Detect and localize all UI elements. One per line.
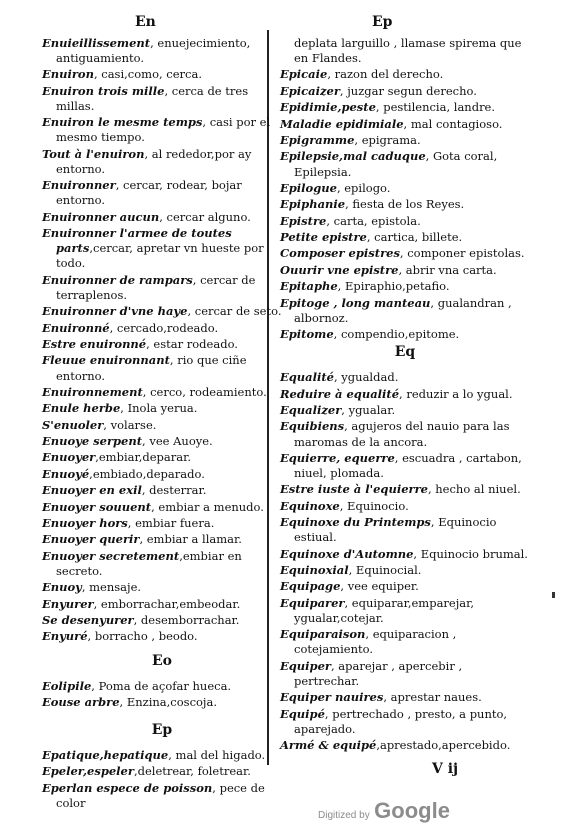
dictionary-entry (280, 579, 530, 594)
dictionary-entry (280, 117, 530, 132)
dictionary-entry (280, 181, 530, 196)
dictionary-entry (42, 401, 282, 416)
right-column (280, 36, 530, 755)
definition: , Epiraphio,petafio. (337, 279, 450, 294)
definition: , cercar, rodear, bojar entorno. (56, 178, 242, 208)
dictionary-entry (42, 353, 282, 383)
definition: , cercar alguno. (159, 209, 251, 224)
headword: Enuoye serpent (42, 434, 143, 449)
dictionary-entry (42, 115, 282, 145)
definition: ,cercar, apretar vn hueste por todo. (56, 241, 264, 271)
dictionary-entry (42, 385, 282, 400)
dictionary-entry (280, 84, 530, 99)
definition: ,embiar en secreto. (56, 548, 242, 578)
headword: Enuironner (42, 178, 116, 193)
headword: Maladie epidimiale (280, 116, 404, 131)
dictionary-entry (280, 499, 530, 514)
dictionary-entry (42, 613, 282, 628)
definition: , reduzir a lo ygual. (399, 386, 513, 401)
headword: Armé & equipé (280, 738, 377, 753)
headword: Enuironner l'armee de toutes parts (42, 226, 232, 256)
headword: Enuironner d'vne haye (42, 304, 188, 319)
definition: , casi,como, cerca. (93, 67, 202, 82)
headword: Enyurer (42, 596, 94, 611)
dictionary-entry (280, 370, 530, 385)
headword: Equiparaison (280, 627, 366, 642)
dictionary-entry (280, 263, 530, 278)
definition: , escuadra , cartabon, niuel, plomada. (294, 450, 522, 480)
headword: Se desenyurer (42, 613, 134, 628)
definition: , razon del derecho. (327, 67, 444, 82)
definition: , pece de color (56, 780, 265, 810)
section-heading-eo: Eo (151, 652, 172, 669)
dictionary-entry (280, 296, 530, 326)
dictionary-entry (42, 36, 282, 66)
headword: Composer epistres (280, 246, 400, 261)
dictionary-entry (280, 451, 530, 481)
dictionary-entry (280, 738, 530, 753)
headword: Enuieillissement (42, 36, 151, 50)
headword: Enuiron le mesme temps (42, 115, 203, 130)
dictionary-entry (42, 580, 282, 595)
dictionary-entry (280, 515, 530, 545)
definition: , abrir vna carta. (398, 262, 497, 277)
watermark-small: Digitized by (318, 810, 370, 821)
headword: Enuironnement (42, 384, 143, 399)
definition: , cercado,rodeado. (109, 320, 219, 335)
dictionary-entry (42, 450, 282, 465)
right-ep-entries (280, 67, 530, 342)
ep-left-entries (42, 748, 282, 811)
headword: Epitaphe (280, 279, 338, 294)
definition: , casi por el mesmo tiempo. (56, 115, 271, 145)
headword: Equiparer (280, 595, 345, 610)
headword: Epiphanie (280, 197, 346, 212)
dictionary-entry (280, 246, 530, 261)
dictionary-entry (42, 597, 282, 612)
headword: Epidimie,peste (280, 100, 376, 115)
headword: Equinoxial (280, 563, 349, 578)
dictionary-entry (42, 273, 282, 303)
definition: , cercar de terraplenos. (56, 272, 256, 302)
running-head-left: En (135, 14, 156, 30)
definition: , rio que ciñe entorno. (56, 353, 247, 383)
definition: , epigrama. (354, 133, 421, 148)
headword: Eperlan espece de poisson (42, 780, 213, 795)
dictionary-entry (280, 690, 530, 705)
definition: , desemborrachar. (133, 613, 240, 628)
definition: , borracho , beodo. (87, 629, 198, 644)
definition: , Inola yerua. (120, 401, 198, 416)
headword: Tout à l'enuiron (42, 146, 145, 161)
headword: Estre iuste à l'equierre (280, 482, 428, 497)
definition: , mensaje. (81, 580, 142, 595)
dictionary-entry (42, 67, 282, 82)
dictionary-entry (280, 387, 530, 402)
headword: Enuironner aucun (42, 209, 160, 224)
definition: , embiar fuera. (127, 516, 215, 531)
definition: , cartica, billete. (366, 230, 463, 245)
headword: S'enuoler (42, 417, 104, 432)
dictionary-entry (42, 516, 282, 531)
dictionary-entry (42, 418, 282, 433)
definition: ,aprestado,apercebido. (376, 738, 511, 753)
definition: , hecho al niuel. (427, 482, 521, 497)
definition: ,embiar,deparar. (95, 450, 191, 465)
dictionary-entry (42, 178, 282, 208)
watermark-logo: Google (374, 798, 450, 823)
definition: , enuejecimiento, antiguamiento. (56, 36, 251, 66)
definition: , mal contagioso. (403, 116, 503, 131)
headword: Equiper nauires (280, 690, 384, 705)
definition: , Gota coral, Epilepsia. (294, 149, 498, 179)
running-head-right: Ep (372, 14, 393, 30)
definition: , estar rodeado. (146, 337, 238, 352)
definition: , fiesta de los Reyes. (345, 197, 465, 212)
eo-entries (42, 679, 282, 710)
definition: , Equinocial. (348, 563, 422, 578)
watermark (318, 798, 450, 824)
definition: , aparejar , apercebir , pertrechar. (294, 658, 463, 688)
dictionary-entry (280, 707, 530, 737)
dictionary-entry (280, 133, 530, 148)
dictionary-entry (42, 226, 282, 271)
dictionary-entry (280, 627, 530, 657)
headword: Reduire à equalité (280, 386, 400, 401)
headword: Equiper (280, 658, 331, 673)
definition: , volarse. (103, 417, 157, 432)
dictionary-entry (280, 100, 530, 115)
headword: Equinoxe (280, 498, 340, 513)
headword: Eolipile (42, 678, 92, 693)
headword: Enuoy (42, 580, 82, 595)
dictionary-entry (280, 149, 530, 179)
headword: Equipage (280, 579, 341, 594)
dictionary-entry (42, 304, 282, 319)
headword: Epicaizer (280, 83, 340, 98)
dictionary-entry (280, 659, 530, 689)
dictionary-entry (42, 679, 282, 694)
right-eq-entries (280, 370, 530, 753)
dictionary-entry (42, 210, 282, 225)
definition: , carta, epistola. (326, 213, 421, 228)
definition: , componer epistolas. (399, 246, 525, 261)
definition: , desterrar. (141, 483, 207, 498)
headword: Enuironné (42, 320, 110, 335)
headword: Equinoxe du Printemps (280, 515, 431, 530)
headword: Enuoyer secretement (42, 548, 180, 563)
dictionary-entry (42, 147, 282, 177)
headword: Equierre, equerre (280, 450, 395, 465)
dictionary-entry (42, 781, 282, 811)
dictionary-entry (42, 629, 282, 644)
definition: , pestilencia, landre. (375, 100, 496, 115)
headword: Epistre (280, 213, 327, 228)
dictionary-entry (280, 279, 530, 294)
headword: Equinoxe d'Automne (280, 546, 414, 561)
dictionary-entry (280, 482, 530, 497)
signature-mark: V ij (432, 761, 459, 777)
headword: Equibiens (280, 419, 345, 434)
definition: , aprestar naues. (383, 690, 482, 705)
dictionary-entry (280, 596, 530, 626)
dictionary-entry (42, 549, 282, 579)
definition: , ygualar. (341, 403, 396, 418)
headword: Epilogue (280, 180, 337, 195)
dictionary-entry (42, 321, 282, 336)
definition: , epilogo. (336, 180, 391, 195)
headword: Enuoyer (42, 450, 96, 465)
definition: , equiparar,emparejar, ygualar,cotejar. (294, 595, 475, 625)
definition: , cerca de tres millas. (56, 83, 249, 113)
section-heading-ep: Ep (151, 722, 173, 739)
dictionary-entry (280, 197, 530, 212)
definition: , Enzina,coscoja. (119, 694, 218, 709)
dictionary-entry (42, 84, 282, 114)
headword: Enuoyer en exil (42, 483, 142, 498)
left-entries (42, 36, 282, 645)
headword: Epicaie (280, 67, 328, 82)
headword: Eouse arbre (42, 694, 120, 709)
definition: , juzgar segun derecho. (339, 83, 477, 98)
headword: Enyuré (42, 629, 88, 644)
headword: Enuiron (42, 67, 94, 82)
definition: , pertrechado , presto, a punto, aparejado. (294, 706, 508, 736)
definition: ,deletrear, foletrear. (133, 764, 251, 779)
dictionary-entry (42, 748, 282, 763)
dictionary-entry (280, 230, 530, 245)
headword: Equalité (280, 370, 334, 385)
dictionary-entry (42, 532, 282, 547)
definition: , vee Auoye. (142, 434, 213, 449)
definition: , Poma de açofar hueca. (91, 678, 232, 693)
dictionary-entry (280, 547, 530, 562)
definition: , gualandran , albornoz. (294, 295, 512, 325)
margin-mark (552, 592, 555, 598)
dictionary-entry (280, 214, 530, 229)
headword: Enuoyer querir (42, 532, 140, 547)
headword: Fleuue enuironnant (42, 353, 170, 368)
headword: Epatique,hepatique (42, 748, 169, 763)
dictionary-entry (42, 764, 282, 779)
headword: Enuironner de rampars (42, 272, 193, 287)
definition: , Equinocio estiual. (294, 515, 497, 545)
headword: Enule herbe (42, 401, 121, 416)
dictionary-entry (280, 67, 530, 82)
headword: Epeler,espeler (42, 764, 134, 779)
definition: , agujeros del nauio para las maromas de la ancora. (294, 419, 510, 449)
dictionary-entry (42, 467, 282, 482)
headword: Equalizer (280, 403, 342, 418)
definition: , embiar a menudo. (151, 499, 264, 514)
dictionary-entry (42, 695, 282, 710)
dictionary-entry (42, 434, 282, 449)
definition: , mal del higado. (168, 748, 266, 763)
dictionary-entry (280, 327, 530, 342)
definition: , emborrachar,embeodar. (93, 596, 241, 611)
headword: Equipé (280, 706, 325, 721)
definition: , Equinocio. (339, 498, 409, 513)
dictionary-entry (42, 483, 282, 498)
definition: , cercar de seto. (187, 304, 282, 319)
dictionary-entry (280, 403, 530, 418)
continued-entry: deplata larguillo , llamase spirema que en Flandes. (294, 36, 522, 66)
dictionary-entry (42, 500, 282, 515)
definition: , al rededor,por ay entorno. (56, 146, 252, 176)
definition: , embiar a llamar. (139, 532, 242, 547)
headword: Epitoge , long manteau (280, 295, 431, 310)
headword: Enuoyer hors (42, 516, 128, 531)
headword: Epitome (280, 327, 334, 342)
dictionary-entry (280, 563, 530, 578)
definition: , equiparacion , cotejamiento. (294, 627, 457, 657)
definition: , vee equiper. (340, 579, 419, 594)
headword: Epigramme (280, 133, 355, 148)
headword: Enuoyer souuent (42, 499, 152, 514)
headword: Estre enuironné (42, 337, 147, 352)
dictionary-entry (42, 337, 282, 352)
headword: Epilepsie,mal caduque (280, 149, 426, 164)
headword: Petite epistre (280, 230, 367, 245)
definition: , Equinocio brumal. (413, 546, 528, 561)
headword: Enuoyé (42, 466, 90, 481)
definition: , cerco, rodeamiento. (142, 384, 267, 399)
headword: Enuiron trois mille (42, 83, 165, 98)
dictionary-entry (280, 419, 530, 449)
left-column (42, 36, 282, 812)
headword: Ouurir vne epistre (280, 262, 399, 277)
definition: , ygualdad. (334, 370, 399, 385)
definition: ,embiado,deparado. (89, 466, 205, 481)
definition: , compendio,epitome. (333, 327, 460, 342)
section-heading-eq: Eq (394, 344, 416, 361)
